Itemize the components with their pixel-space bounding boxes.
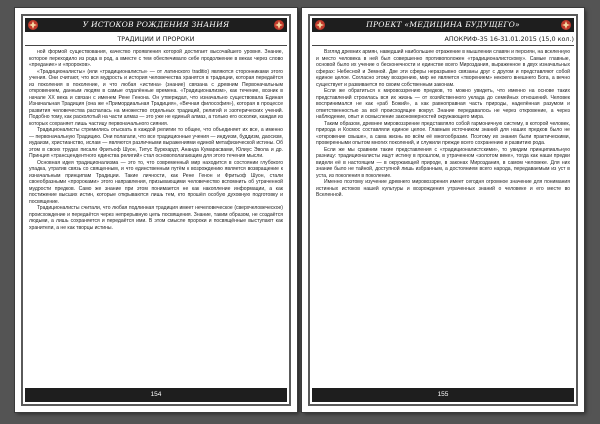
paragraph: «Традиционалисты» (или «традиционалисты» — от латинского traditio) являются сторонниками этого учения. Они считают, что вся мудрость и история человечества хранятся в традиции, которая передаётся из поколения в поколение, и что любая «истина» (знание) связана с древним Первоначальным откровением, данным людям в самые отдалённые времена. «Традиционализм», как течение, возник в начале XX века и связан с именем Рене Генона. Он утверждал, что изначально существовала Единая Изначальная Традиция (она же «Примордиальная Традиция», «Вечная философия»), которая в процессе развития человечества распалась на множество отдельных традиций, религий и эзотерических учений. Подобно тому, как расколотый на части алмаз — это уже не единый алмаз, а только его осколки, каждая из которых сохраняет лишь частицу первоначального сияния. [29, 68, 283, 127]
page-footer [312, 388, 574, 402]
page-banner [25, 18, 287, 32]
paragraph: Традиционалисты стремились отыскать в каждой религии то общее, что объединяет их все, а именно — первоначальную Традицию. Они полагали, что все традиционные учения — индуизм, буддизм, даосизм, иудаизм, христианство, ислам — являются различными выражениями единой метафизической истины. Об этом в своих трудах писали Фритьоф Шуон, Титус Буркхардт, Ананда Кумарасвами, Юлиус Эвола и др. Принцип «трансцендентного единства религий» стал основополагающим для этого течения мысли. [29, 127, 283, 160]
paragraph: Основная идея традиционализма — это то, что современный мир находится в состоянии глубокого упадка, утратив связь со священным, и что единственным путём к возрождению является возвращение к изначальным принципам Традиции. Такие личности, как Рене Генон и Фритьоф Шуон, стали своеобразными «пророками» этого направления, призывающими человечество вспомнить об утраченной мудрости предков. Само же знание при этом понимается не как накопление информации, а как постижение высших истин, которые открываются лишь тем, кто прошёл особую духовную подготовку и посвящение. [29, 159, 283, 205]
header-divider [312, 45, 574, 46]
paragraph: Таким образом, древнее мировоззрение представляло собой гармоничную систему, в которой человек, природа и Космос составляли единое целое. Главным источником знаний для наших предков было не «откровение свыше», а сама жизнь во всём её многообразии. Поэтому их знания были практическими, проверенными опытом многих поколений, и служили прежде всего сохранению и развитию рода. [316, 120, 570, 147]
emblem-icon [314, 19, 326, 31]
page-banner [312, 18, 574, 32]
body-text [29, 49, 283, 382]
emblem-icon [560, 19, 572, 31]
section-title: АПОКРИФ-35 16-31.01.2015 (15,0 кол.) [444, 35, 574, 43]
page-footer [25, 388, 287, 402]
page-number: 154 [150, 391, 162, 398]
paragraph: Если же мы сравним такие представления с «традиционалистскими», то увидим принципиальную разницу: традиционалисты ищут истину в прошлом, в утраченном «золотом веке», тогда как наши предки видели её в настоящем — в окружающей природе, в законах Мироздания, в самом человеке. Для них знание было не тайной, доступной лишь избранным, а достоянием всего народа, передаваемым из уст в уста, из поколения в поколение. [316, 146, 570, 179]
paragraph: Если же обратиться к мировоззрению предков, то можно увидеть, что именно на основе таких представлений строилась вся их жизнь — от хозяйственного уклада до семейных отношений. Человек воспринимался не как «раб Божий», а как равноправная часть природы, наделённая разумом и ответственностью за всё происходящее вокруг. Знание передавалось не через откровение, а через наблюдение, опыт и осмысление закономерностей окружающего мира. [316, 88, 570, 121]
header-divider [25, 45, 287, 46]
paragraph: ной формой существования, качество проявления которой достигает высочайшего уровня. Знание, которое переходило из рода в род, а вместе с тем обеспечивало себе продолжение в веках через слово «предание» и «пророков». [29, 49, 283, 69]
banner-title: ПРОЕКТ «МЕДИЦИНА БУДУЩЕГО» [366, 20, 520, 29]
banner-title: У ИСТОКОВ РОЖДЕНИЯ ЗНАНИЯ [82, 20, 230, 29]
body-text [316, 49, 570, 382]
paragraph: Именно поэтому изучение древнего мировоззрения имеет сегодня огромное значение для понимания истинных истоков нашей культуры и возрождения утраченных знаний о человеке и его месте во Вселенной. [316, 179, 570, 199]
paragraph: Взгляд древних армян, наведший наибольшее отражение в мышлении славян и персиян, на вселенную и место человека в ней был совершенно противоположен «традиционалистскому». Самые главные, основой было их учение о бесконечности и единстве всего Мироздания, выраженное в двух изначальных сферах: Небесной и Земной. Две эти сферы неразрывно связаны друг с другом и представляют собой единое целое. Согласно этому воззрению, мир не является «творением» некоего внешнего Бога, а вечно существует и развивается по своим собственным законам. [316, 49, 570, 88]
page-number: 155 [437, 391, 449, 398]
section-title: ТРАДИЦИИ И ПРОРОКИ [117, 35, 195, 43]
page-right [302, 8, 584, 412]
emblem-icon [27, 19, 39, 31]
emblem-icon [273, 19, 285, 31]
paragraph: Традиционалисты считали, что любая подлинная традиция имеет нечеловеческое (сверхчеловеческое) происхождение и передаётся через непрерывную цепь посвящения. Знание, таким образом, не создаётся людьми, а лишь сохраняется и передаётся ими. В этом смысле пророки и посвящённые выступают как хранители, а не как творцы истины. [29, 205, 283, 231]
page-left [15, 8, 297, 412]
